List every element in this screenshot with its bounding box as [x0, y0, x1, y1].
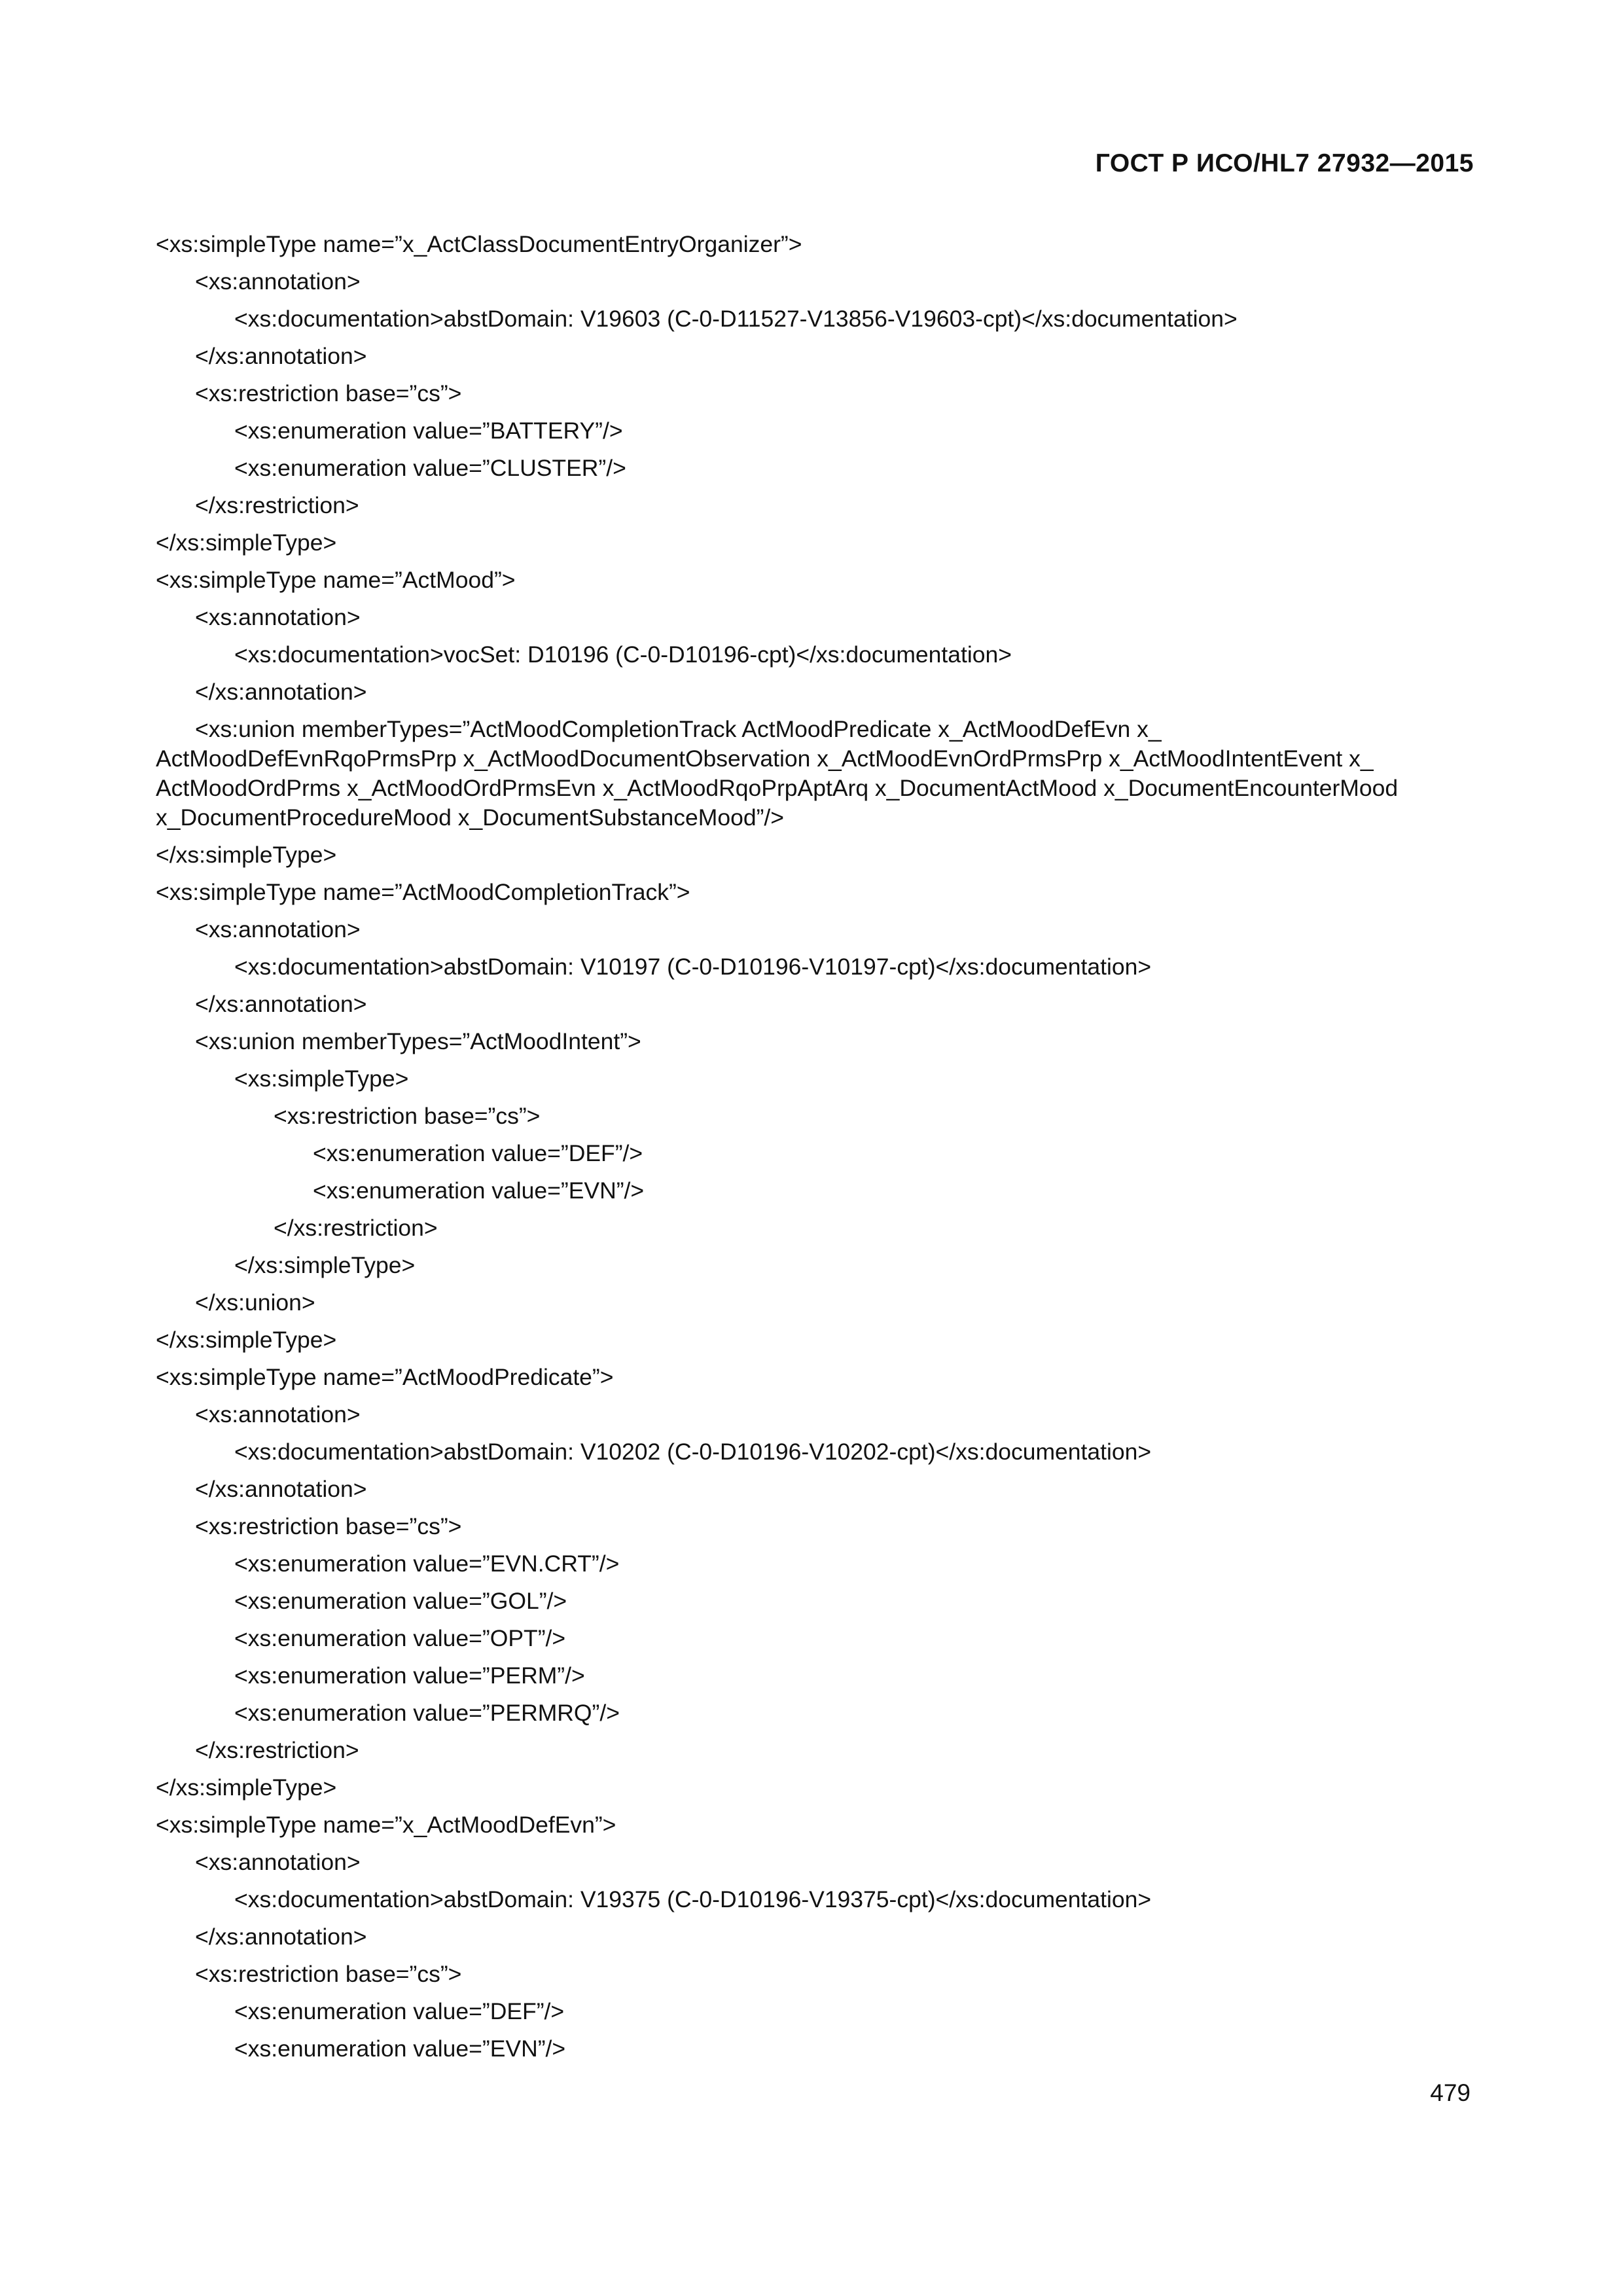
union-member-types-block: [156, 715, 1471, 833]
code-line: <xs:union memberTypes=”ActMoodIntent”>: [195, 1028, 641, 1054]
code-line: <xs:annotation>: [195, 604, 361, 630]
document-header: [1096, 149, 1474, 178]
code-line: <xs:simpleType name=”ActMood”>: [156, 567, 516, 593]
code-line: <xs:restriction base=”cs”>: [195, 380, 462, 406]
code-line: </xs:restriction>: [274, 1215, 438, 1241]
code-line: <xs:enumeration value=”PERMRQ”/>: [234, 1700, 620, 1726]
code-line: <xs:documentation>abstDomain: V19603 (C-0-D11527-V13856-V19603-cpt)</xs:documentation>: [234, 306, 1238, 332]
code-line: <xs:simpleType name=”x_ActMoodDefEvn”>: [156, 1812, 616, 1838]
code-line: </xs:annotation>: [195, 679, 367, 705]
xml-listing-part2: [156, 836, 1471, 2068]
union-line-cont: ActMoodOrdPrms x_ActMoodOrdPrmsEvn x_ActMoodRqoPrpAptArq x_DocumentActMood x_DocumentEncounterMood: [156, 775, 1399, 801]
code-line: <xs:simpleType name=”ActMoodCompletionTrack”>: [156, 879, 690, 905]
code-line: <xs:enumeration value=”DEF”/>: [234, 1998, 565, 2024]
code-line: <xs:enumeration value=”EVN”/>: [313, 1177, 645, 1204]
code-line: <xs:enumeration value=”EVN.CRT”/>: [234, 1551, 620, 1577]
code-line: </xs:union>: [195, 1289, 315, 1316]
standard-id: ГОСТ Р ИСО/HL7 27932—2015: [1095, 149, 1474, 177]
code-line: </xs:annotation>: [195, 1924, 367, 1950]
code-line: </xs:simpleType>: [156, 842, 337, 868]
code-line: </xs:simpleType>: [234, 1252, 416, 1278]
code-line: </xs:annotation>: [195, 991, 367, 1017]
code-line: <xs:enumeration value=”DEF”/>: [313, 1140, 643, 1166]
code-line: <xs:annotation>: [195, 1849, 361, 1875]
code-line: <xs:annotation>: [195, 916, 361, 942]
code-line: <xs:restriction base=”cs”>: [274, 1103, 541, 1129]
code-line: </xs:annotation>: [195, 343, 367, 369]
code-line: </xs:restriction>: [195, 492, 359, 518]
code-line: <xs:enumeration value=”GOL”/>: [234, 1588, 567, 1614]
union-line-cont: x_DocumentProcedureMood x_DocumentSubstanceMood”/>: [156, 804, 785, 831]
code-line: </xs:restriction>: [195, 1737, 359, 1763]
union-line-first: <xs:union memberTypes=”ActMoodCompletionTrack ActMoodPredicate x_ActMoodDefEvn x_: [195, 716, 1162, 742]
code-line: </xs:simpleType>: [156, 1774, 337, 1801]
xml-listing: [156, 226, 1471, 2068]
code-line: </xs:simpleType>: [156, 529, 337, 556]
union-line-cont: ActMoodDefEvnRqoPrmsPrp x_ActMoodDocumentObservation x_ActMoodEvnOrdPrmsPrp x_ActMoodIntentEvent x_: [156, 745, 1374, 772]
code-line: <xs:enumeration value=”EVN”/>: [234, 2036, 566, 2062]
code-line: <xs:restriction base=”cs”>: [195, 1961, 462, 1987]
code-line: </xs:simpleType>: [156, 1327, 337, 1353]
code-line: <xs:documentation>abstDomain: V10202 (C-0-D10196-V10202-cpt)</xs:documentation>: [234, 1439, 1152, 1465]
code-line: <xs:documentation>abstDomain: V10197 (C-0-D10196-V10197-cpt)</xs:documentation>: [234, 954, 1152, 980]
page-number: 479: [1430, 2079, 1471, 2106]
code-line: <xs:annotation>: [195, 268, 361, 295]
code-line: <xs:documentation>vocSet: D10196 (C-0-D10196-cpt)</xs:documentation>: [234, 641, 1012, 668]
code-line: <xs:enumeration value=”OPT”/>: [234, 1625, 566, 1651]
code-line: <xs:enumeration value=”PERM”/>: [234, 1662, 585, 1689]
code-line: <xs:documentation>abstDomain: V19375 (C-0-D10196-V19375-cpt)</xs:documentation>: [234, 1886, 1152, 1912]
code-line: </xs:annotation>: [195, 1476, 367, 1502]
xml-listing-part1: [156, 226, 1471, 711]
code-line: <xs:enumeration value=”BATTERY”/>: [234, 418, 623, 444]
code-line: <xs:simpleType name=”x_ActClassDocumentEntryOrganizer”>: [156, 231, 802, 257]
code-line: <xs:restriction base=”cs”>: [195, 1513, 462, 1539]
code-line: <xs:simpleType name=”ActMoodPredicate”>: [156, 1364, 614, 1390]
code-line: <xs:annotation>: [195, 1401, 361, 1427]
code-line: <xs:simpleType>: [234, 1066, 409, 1092]
code-line: <xs:enumeration value=”CLUSTER”/>: [234, 455, 626, 481]
